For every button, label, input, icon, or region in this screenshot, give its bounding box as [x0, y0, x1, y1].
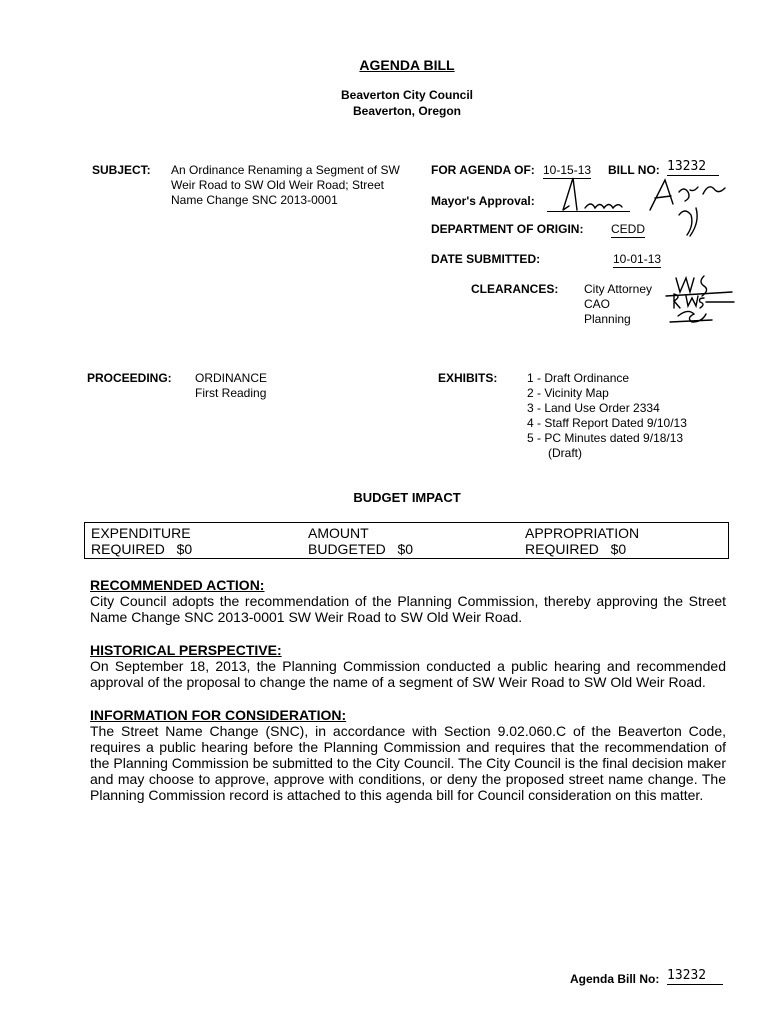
page-title: AGENDA BILL — [359, 57, 455, 73]
budget-heading: BUDGET IMPACT — [353, 490, 461, 505]
department-value: CEDD — [611, 222, 646, 236]
exhibit-item: 4 - Staff Report Dated 9/10/13 — [527, 416, 687, 430]
exhibit-item: (Draft) — [548, 446, 582, 460]
historical-perspective-heading: HISTORICAL PERSPECTIVE: — [90, 642, 282, 658]
exhibit-item: 2 - Vicinity Map — [527, 386, 609, 400]
budget-appropriation-line1: APPROPRIATION — [525, 525, 640, 541]
subject-line: An Ordinance Renaming a Segment of SW — [171, 163, 400, 177]
exhibits-list — [527, 371, 687, 461]
budget-expenditure — [91, 525, 192, 557]
exhibit-item: 1 - Draft Ordinance — [527, 371, 630, 385]
date-submitted-value: 10-01-13 — [613, 252, 662, 266]
clearance-item: CAO — [584, 297, 611, 311]
clearance-item: Planning — [584, 312, 631, 326]
budget-amount — [308, 525, 413, 557]
information-heading: INFORMATION FOR CONSIDERATION: — [90, 707, 347, 723]
clearance-item: City Attorney — [584, 282, 653, 296]
proceeding-line: First Reading — [195, 386, 267, 400]
footer-bill-number: 13232 — [667, 967, 723, 985]
clearance-initials — [664, 272, 739, 328]
bill-no-value: 13232 — [667, 158, 719, 176]
recommended-action-text: City Council adopts the recommendation of the Planning Commission, thereby approving the Street Name Change SNC 2013-0001 SW Weir Road to SW Old Weir Road. — [90, 593, 726, 625]
subject-line: Weir Road to SW Old Weir Road; Street — [171, 178, 384, 192]
recommended-action-heading: RECOMMENDED ACTION: — [90, 577, 265, 593]
budget-expenditure-line1: EXPENDITURE — [91, 525, 191, 541]
exhibit-item: 5 - PC Minutes dated 9/18/13 — [527, 431, 684, 445]
proceeding-text — [195, 371, 267, 401]
clearances-label: CLEARANCES: — [471, 282, 559, 296]
subject-text — [171, 163, 400, 208]
exhibit-item: 3 - Land Use Order 2334 — [527, 401, 660, 415]
bill-no-label: BILL NO: — [608, 163, 660, 177]
historical-perspective-text: On September 18, 2013, the Planning Commission conducted a public hearing and recommended approval of the proposal to change the name of a segment of SW Weir Road to SW Old Weir Road. — [90, 658, 726, 690]
city-name: Beaverton, Oregon — [352, 104, 462, 118]
department-label: DEPARTMENT OF ORIGIN: — [431, 222, 584, 236]
mayors-approval-label: Mayor's Approval: — [431, 194, 535, 208]
information-text: The Street Name Change (SNC), in accordance with Section 9.02.060.C of the Beaverton Code, requires a public hearing before the Planning Commission and requires that the recommendation of the Planning Commission be submitted to the City Council. The City Council is the final decision maker and may choose to approve, approve with conditions, or deny the proposed street name change. The Planning Commission record is attached to this agenda bill for Council consideration on this matter. — [90, 723, 726, 803]
for-agenda-value: 10-15-13 — [543, 163, 592, 177]
proceeding-line: ORDINANCE — [195, 371, 268, 385]
date-submitted-label: DATE SUBMITTED: — [431, 252, 541, 266]
budget-table — [84, 522, 729, 559]
budget-expenditure-line2: REQUIRED $0 — [91, 541, 193, 557]
budget-appropriation — [525, 525, 639, 557]
council-name: Beaverton City Council — [340, 88, 474, 102]
proceeding-label: PROCEEDING: — [87, 371, 172, 385]
subject-line: Name Change SNC 2013-0001 — [171, 193, 338, 207]
exhibits-label: EXHIBITS: — [438, 371, 498, 385]
budget-amount-line1: AMOUNT — [308, 525, 369, 541]
footer-label: Agenda Bill No: — [570, 972, 660, 986]
budget-appropriation-line2: REQUIRED $0 — [525, 541, 627, 557]
clearances-list — [584, 282, 652, 327]
subject-label: SUBJECT: — [92, 163, 151, 177]
for-agenda-label: FOR AGENDA OF: — [431, 163, 535, 177]
budget-amount-line2: BUDGETED $0 — [308, 541, 414, 557]
